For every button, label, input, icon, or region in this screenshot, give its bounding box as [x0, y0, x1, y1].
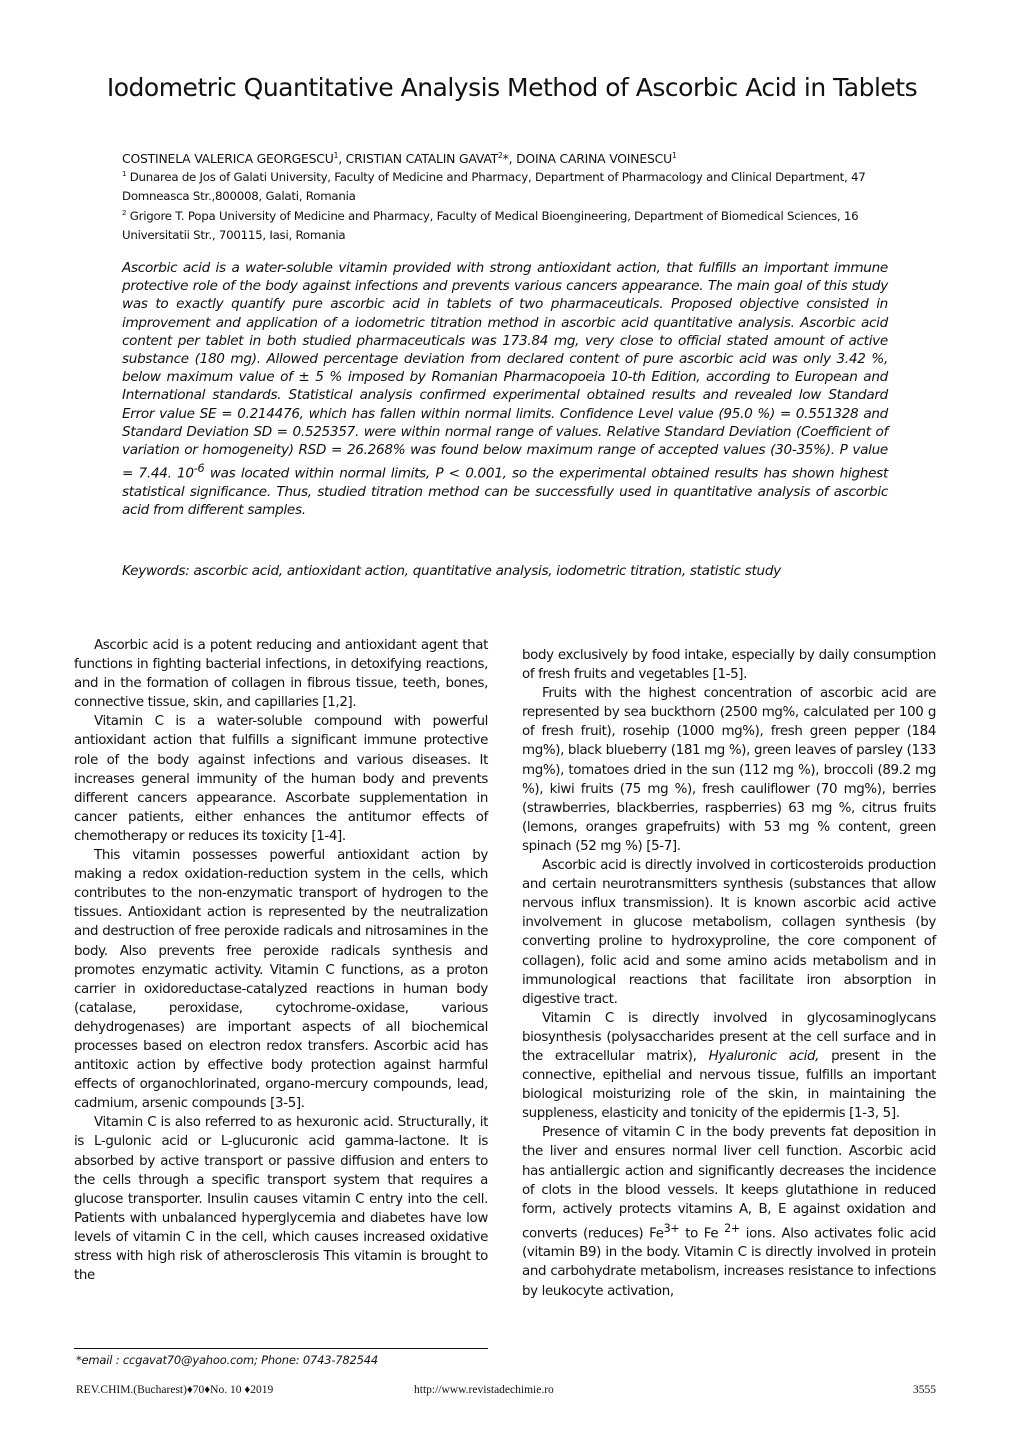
paragraph-text: ions. Also activates folic acid (vitamin B9) in the body. Vitamin C is directly involved in protein and carbohydrate metabolism, increases resistance to infections by leukocyte activation,: [522, 1226, 936, 1299]
page-number: 3555: [913, 1384, 936, 1396]
paragraph-text: Presence of vitamin C in the body prevents fat deposition in the liver and ensures normal liver cell function. Ascorbic acid has antiallergic action and significantly decreases the incidence of clots in the blood vessels. It keeps glutathione in reduced form, actively protects vitamins A, B, E against oxidation and converts (reduces) Fe: [522, 1125, 936, 1242]
body-column-left: [74, 636, 488, 1285]
superscript: 3+: [663, 1221, 680, 1235]
abstract: [122, 259, 888, 519]
body-paragraph: Fruits with the highest concentration of ascorbic acid are represented by sea buckthorn (2500 mg%, calculated per 100 g of fresh fruit), rosehip (1000 mg%), fresh green pepper (184 mg%), black blueberry (181 mg %), green leaves of parsley (133 mg%), tomatoes dried in the sun (112 mg %), broccoli (89.2 mg %), kiwi fruits (75 mg %), fresh cauliflower (70 mg%), berries (strawberries, blackberries, raspberries) 63 mg %, citrus fruits (lemons, oranges grapefruits) with 53 mg % content, green spinach (52 mg %) [5-7].: [522, 686, 936, 854]
body-paragraph: body exclusively by food intake, especially by daily consumption of fresh fruits and vegetables [1-5].: [522, 648, 936, 683]
paper-title: Iodometric Quantitative Analysis Method of Ascorbic Acid in Tablets: [106, 73, 918, 102]
body-paragraph: Vitamin C is a water-soluble compound with powerful antioxidant action that fulfills a significant immune protective role of the body against infections and various diseases. It increases general immunity of the human body and prevents different cancers appearance. Ascorbate supplementation in cancer patients, either enhances the antitumor effects of chemotherapy or reduces its toxicity [1-4].: [74, 714, 488, 844]
journal-citation: REV.CHIM.(Bucharest)♦70♦No. 10 ♦2019: [76, 1384, 274, 1396]
abstract-text: Ascorbic acid is a water-soluble vitamin provided with strong antioxidant action, that fulfills an important immune protective role of the body against infections and prevents various cancers appearance. The main goal of this study was to exactly quantify pure ascorbic acid in tablets of two pharmaceuticals. Proposed objective consisted in improvement and application of a iodometric titration method in ascorbic acid quantitative analysis. Ascorbic acid content per tablet in both studied pharmaceuticals was 173.84 mg, very close to official stated amount of active substance (180 mg). Allowed percentage deviation from declared content of pure ascorbic acid was only 3.42 %, below maximum value of ± 5 % imposed by Romanian Pharmacopoeia 10-th Edition, according to European and International standards. Statistical analysis confirmed experimental obtained results and revealed low Standard Error value SE = 0.214476, which has fallen within normal limits. Confidence Level value (95.0 %) = 0.551328 and Standard Deviation SD = 0.525357. were within normal range of values. Relative Standard Deviation (Coefficient of variation or homogeneity) RSD = 26.268% was found below maximum range of accepted values (30-35%). P value = 7.44. 10: [122, 260, 888, 482]
affiliation-marker: 1: [122, 170, 127, 178]
paragraph-text: to Fe: [679, 1226, 725, 1242]
affiliation-marker: 1: [333, 151, 339, 160]
body-paragraph: This vitamin possesses powerful antioxidant action by making a redox oxidation-reduction system in the cells, which contributes to the non-enzymatic transport of hydrogen to the tissues. Antioxidant action is represented by the neutralization and destruction of free peroxide radicals and nitrosamines in the body. Also prevents free peroxide radicals synthesis and promotes enzymatic activity. Vitamin C functions, as a proton carrier in oxidoreductase-catalyzed reactions in human body (catalase, peroxidase, cytochrome-oxidase, various dehydrogenases) are important aspects of all biochemical processes based on electron redox transfers. Ascorbic acid has antitoxic action by effective body protection against harmful effects of organochlorinated, organo-mercury compounds, lead, cadmium, arsenic compounds [3-5].: [74, 848, 488, 1112]
superscript: 2+: [724, 1221, 740, 1235]
paragraph-text: present in the connective, epithelial and nervous tissue, fulfills an important biological moisturizing role of the skin, in maintaining the suppleness, elasticity and tonicity of the epidermis [1-3, 5].: [522, 1048, 936, 1122]
body-paragraph: Vitamin C is also referred to as hexuronic acid. Structurally, it is L-gulonic acid or L-glucuronic acid gamma-lactone. It is absorbed by active transport or passive diffusion and enters to the cells through a specific transport system that requires a glucose transporter. Insulin causes vitamin C entry into the cell. Patients with unbalanced hyperglycemia and diabetes have low levels of vitamin C in the cell, which causes increased oxidative stress with high risk of atherosclerosis This vitamin is brought to the: [74, 1115, 488, 1284]
affiliation-2: [122, 204, 902, 245]
affiliation-text: Grigore T. Popa University of Medicine and Pharmacy, Faculty of Medical Bioengineering, Department of Biomedical Sciences, 16 Universitatii Str., 700115, Iasi, Romania: [122, 208, 859, 242]
journal-url[interactable]: http://www.revistadechimie.ro: [414, 1384, 554, 1396]
keywords: Keywords: ascorbic acid, antioxidant action, quantitative analysis, iodometric titration, statistic study: [122, 563, 781, 579]
paragraph-text: Vitamin C is directly involved in glycosaminoglycans biosynthesis (polysaccharides present at the cell surface and in the extracellular matrix),: [522, 1010, 936, 1064]
author-name: COSTINELA VALERICA GEORGESCU: [122, 151, 334, 167]
affiliation-marker: 1: [671, 151, 677, 160]
body-paragraph: Ascorbic acid is a potent reducing and antioxidant agent that functions in fighting bacterial infections, in detoxifying reactions, and in the formation of collagen in fibrous tissue, teeth, bones, connective tissue, skin, and capillaries [1,2].: [74, 638, 488, 711]
abstract-exponent: -6: [193, 461, 205, 476]
abstract-text-tail: was located within normal limits, P < 0.001, so the experimental obtained results has shown highest statistical significance. Thus, studied titration method can be successfully used in quantitative analysis of ascorbic acid from different samples.: [122, 465, 888, 519]
italic-term: Hyaluronic acid,: [696, 1048, 820, 1064]
body-paragraph: Ascorbic acid is directly involved in corticosteroids production and certain neurotransmitters synthesis (substances that allow nervous influx transmission). It is known ascorbic acid active involvement in glucose metabolism, collagen synthesis (by converting proline to hydroxyproline, the core component of collagen), folic acid and some amino acids metabolism and in immunological reactions that facilitate iron absorption in digestive tract.: [522, 858, 936, 1007]
author-name: *, DOINA CARINA VOINESCU: [502, 151, 672, 167]
affiliation-1: [122, 165, 902, 206]
affiliation-marker: 2: [122, 209, 127, 217]
affiliation-marker: 2: [498, 151, 503, 160]
affiliation-text: Dunarea de Jos of Galati University, Faculty of Medicine and Pharmacy, Department of Pharmacology and Clinical Department, 47 Domneasca Str.,800008, Galati, Romania: [122, 169, 866, 203]
body-paragraph: [522, 1123, 936, 1300]
author-name: , CRISTIAN CATALIN GAVAT: [338, 151, 499, 167]
correspondence-footnote: *email : ccgavat70@yahoo.com; Phone: 0743-782544: [76, 1353, 378, 1367]
footnote-divider: [74, 1348, 488, 1349]
body-paragraph: [522, 1009, 936, 1124]
body-column-right: [522, 646, 936, 1301]
